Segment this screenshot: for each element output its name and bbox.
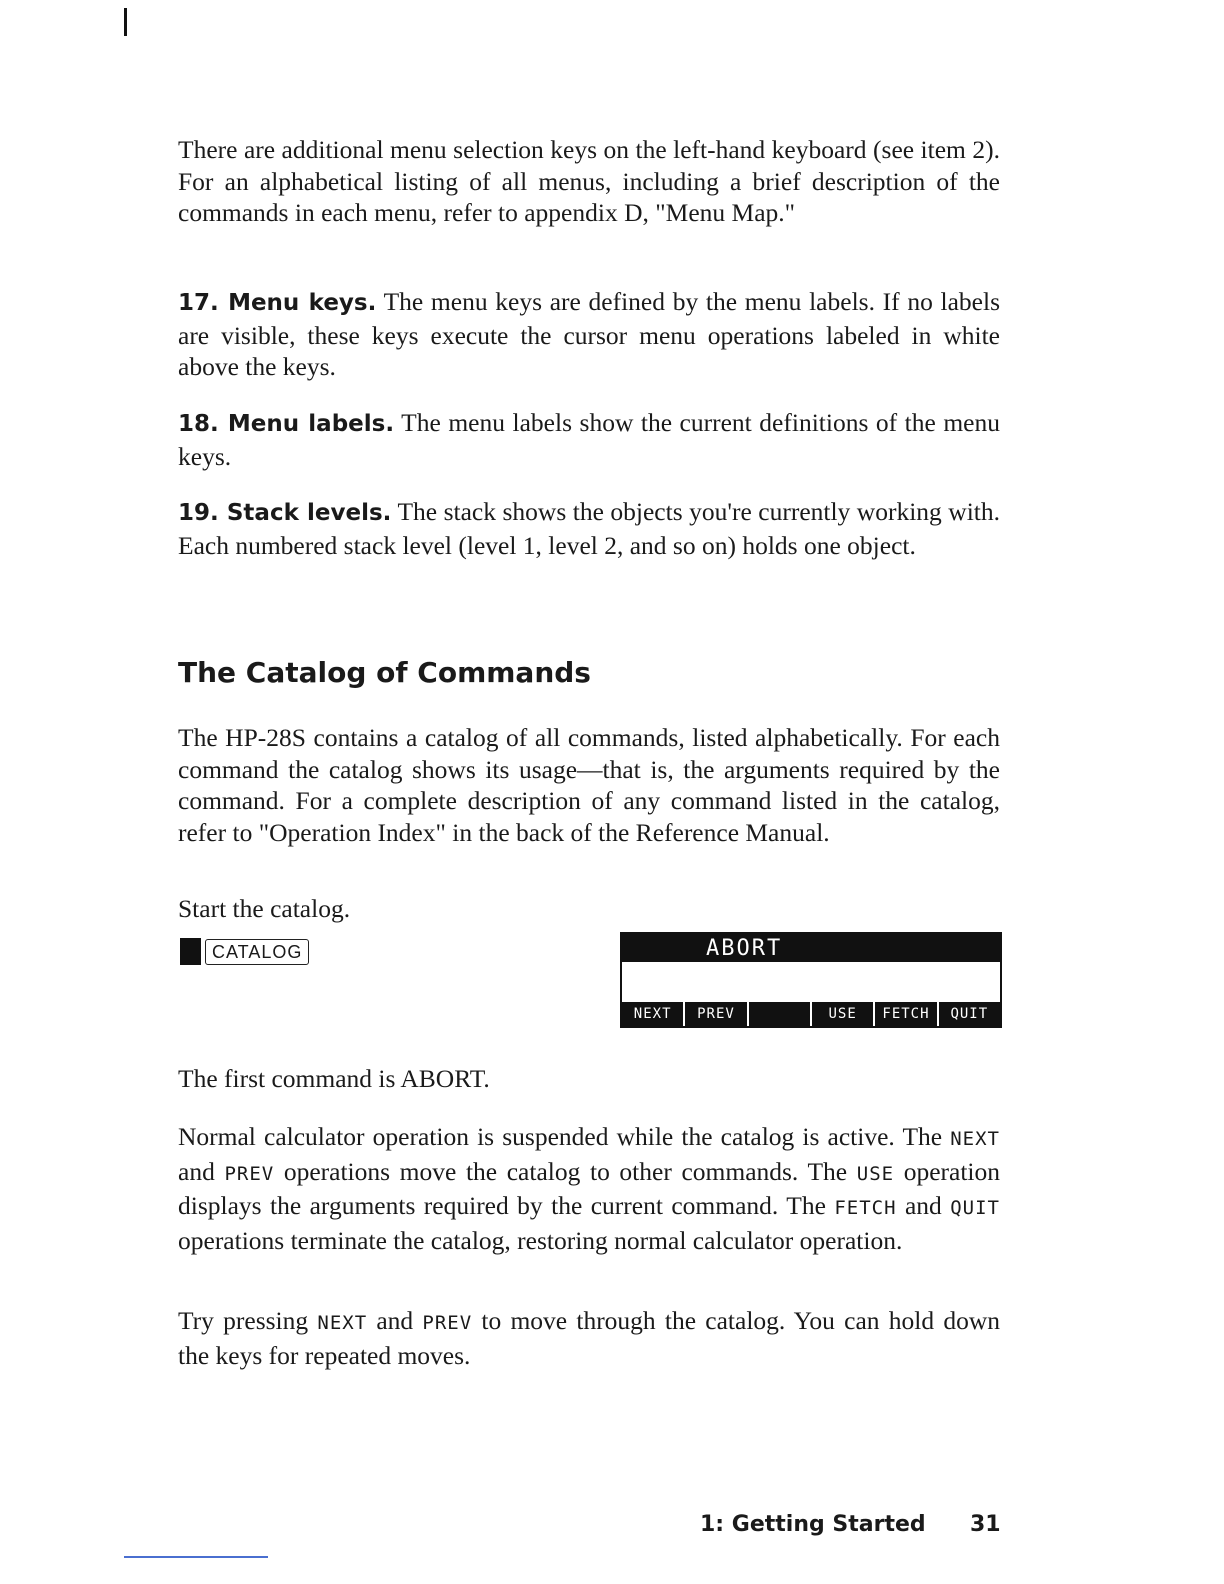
text-run: operations terminate the catalog, restoring normal calculator operation. [178, 1225, 903, 1255]
menu-label-next: NEXT [622, 1002, 683, 1026]
key-name-fetch: FETCH [834, 1197, 897, 1219]
text-run: and [178, 1156, 225, 1186]
item-19-term: 19. Stack levels. [178, 500, 392, 526]
key-name-use: USE [856, 1162, 895, 1185]
item-17-paragraph [178, 286, 1000, 383]
bottom-rule [124, 1556, 268, 1558]
text-run: Normal calculator operation is suspended while the catalog is active. The [178, 1122, 951, 1151]
text-run: and [896, 1191, 951, 1220]
display-command: ABORT [706, 936, 783, 961]
intro-paragraph: There are additional menu selection keys on the left-hand keyboard (see item 2). For an alphabetical listing of all menus, including a brief description of the commands in each menu, refer to appendix D, "Menu Map." [178, 135, 1000, 227]
start-instruction: Start the catalog. [178, 894, 351, 923]
item-18-text: The menu labels show the current definitions of the menu keys. [178, 408, 1000, 471]
menu-label-use: USE [812, 1002, 873, 1026]
menu-label-prev: PREV [685, 1002, 746, 1026]
first-command-text: The first command is ABORT. [178, 1064, 490, 1093]
item-17-term: 17. Menu keys. [178, 290, 377, 316]
menu-label-blank [749, 1002, 810, 1026]
catalog-key: CATALOG [205, 939, 309, 965]
display-menu-row [622, 1002, 1000, 1026]
page-edge-mark [124, 8, 127, 36]
item-18-paragraph [178, 407, 1000, 472]
section-heading: The Catalog of Commands [178, 656, 591, 689]
text-run: operations move the catalog to other commands. The [274, 1156, 857, 1186]
catalog-operations-paragraph [178, 1121, 1000, 1256]
key-name-quit: QUIT [950, 1197, 1000, 1219]
keystroke-sequence [180, 938, 309, 965]
menu-label-quit: QUIT [939, 1002, 1000, 1026]
text-run: to move through the catalog. You can hold down the keys for repeated moves. [178, 1306, 1000, 1370]
item-19-paragraph [178, 496, 1000, 561]
calculator-display [620, 932, 1002, 1028]
display-command-line [622, 934, 1000, 962]
text-run: operation displays the arguments required by the current command. The [178, 1156, 1000, 1220]
text-run: and [367, 1306, 423, 1335]
key-name-prev: PREV [422, 1312, 473, 1334]
item-19-text: The stack shows the objects you're currently working with. Each numbered stack level (level 1, level 2, and so on) holds one object. [178, 497, 1000, 560]
key-name-next: NEXT [317, 1312, 368, 1334]
catalog-intro-paragraph: The HP-28S contains a catalog of all commands, listed alphabetically. For each command the catalog shows its usage—that is, the arguments required by the command. For a complete description of any command listed in the catalog, refer to "Operation Index" in the back of the Reference Manual. [178, 723, 1000, 847]
menu-label-fetch: FETCH [875, 1002, 936, 1026]
footer-chapter-title: 1: Getting Started [700, 1512, 926, 1537]
footer-page-number: 31 [970, 1512, 1001, 1537]
try-pressing-paragraph [178, 1305, 1000, 1371]
item-18-term: 18. Menu labels. [178, 411, 395, 437]
item-17-text: The menu keys are defined by the menu labels. If no labels are visible, these keys execute the cursor menu operations labeled in white above the keys. [178, 287, 1000, 381]
shift-key-icon [180, 938, 201, 965]
key-name-prev: PREV [224, 1162, 275, 1185]
text-run: Try pressing [178, 1306, 318, 1335]
key-name-next: NEXT [950, 1128, 1000, 1150]
